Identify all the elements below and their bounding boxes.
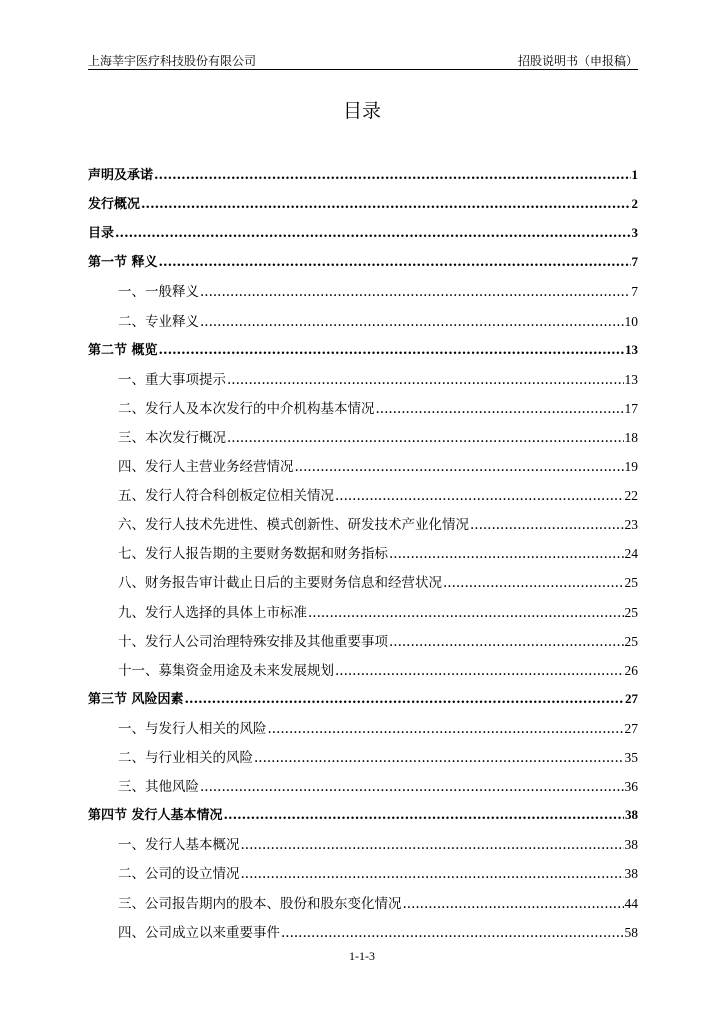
- header-document-type: 招股说明书（申报稿）: [517, 54, 638, 68]
- toc-leader-dots: [281, 925, 624, 941]
- toc-subsection-entry[interactable]: [118, 862, 638, 882]
- toc-subsection-entry[interactable]: [118, 513, 638, 533]
- header-divider: [88, 69, 638, 70]
- toc-entry-title: 七、发行人报告期的主要财务数据和财务指标: [118, 546, 388, 563]
- toc-subsection-entry[interactable]: [118, 746, 638, 766]
- toc-leader-dots: [200, 314, 624, 330]
- toc-entry-title: 目录: [88, 226, 115, 242]
- toc-subsection-entry[interactable]: [118, 310, 638, 330]
- toc-entry-title: 第四节 发行人基本情况: [88, 808, 223, 824]
- toc-entry-page-number: 23: [624, 517, 638, 533]
- toc-leader-dots: [227, 372, 624, 388]
- page-header: [88, 50, 638, 70]
- toc-leader-dots: [224, 808, 624, 823]
- toc-entry-title: 三、本次发行概况: [118, 429, 226, 446]
- toc-entry-page-number: 13: [625, 341, 638, 357]
- toc-subsection-entry[interactable]: [118, 601, 638, 621]
- toc-entry-title: 声明及承诺: [88, 168, 154, 183]
- toc-entry-page-number: 1: [631, 167, 638, 182]
- toc-leader-dots: [200, 779, 624, 795]
- toc-subsection-entry[interactable]: [118, 280, 638, 300]
- toc-entry-title: 十一、募集资金用途及未来发展规划: [118, 662, 334, 679]
- toc-subsection-entry[interactable]: [118, 659, 638, 679]
- toc-leader-dots: [254, 750, 624, 766]
- toc-leader-dots: [470, 517, 624, 533]
- toc-entry-page-number: 24: [624, 546, 638, 562]
- toc-entry-title: 二、发行人及本次发行的中介机构基本情况: [118, 400, 375, 417]
- toc-leader-dots: [241, 866, 624, 882]
- page-title: 目录: [342, 100, 381, 122]
- toc-entry-title: 六、发行人技术先进性、模式创新性、研发技术产业化情况: [118, 517, 469, 534]
- toc-leader-dots: [376, 401, 624, 417]
- toc-entry-page-number: 17: [624, 400, 638, 416]
- toc-entry-title: 三、其他风险: [118, 779, 199, 796]
- toc-entry-page-number: 44: [624, 895, 638, 911]
- toc-entry-title: 第二节 概览: [88, 342, 158, 358]
- toc-subsection-entry[interactable]: [118, 484, 638, 504]
- toc-leader-dots: [227, 430, 624, 446]
- toc-section-entry[interactable]: [88, 251, 638, 271]
- toc-leader-dots: [335, 663, 624, 679]
- toc-leader-dots: [308, 605, 624, 621]
- toc-entry-title: 二、与行业相关的风险: [118, 750, 253, 766]
- toc-entry-page-number: 35: [624, 750, 638, 765]
- toc-entry-page-number: 13: [624, 371, 638, 387]
- toc-section-entry[interactable]: [88, 339, 638, 359]
- toc-leader-dots: [185, 692, 624, 707]
- toc-subsection-entry[interactable]: [118, 775, 638, 795]
- toc-entry-page-number: 38: [624, 866, 638, 882]
- toc-leader-dots: [268, 721, 624, 737]
- toc-entry-title: 二、专业释义: [118, 313, 199, 330]
- toc-leader-dots: [159, 343, 624, 358]
- toc-entry-title: 八、财务报告审计截止日后的主要财务信息和经营状况: [118, 575, 442, 592]
- toc-leader-dots: [403, 896, 624, 912]
- toc-entry-title: 十、发行人公司治理特殊安排及其他重要事项: [118, 633, 388, 650]
- toc-entry-title: 一、一般释义: [118, 284, 199, 301]
- toc-entry-page-number: 3: [631, 225, 638, 241]
- toc-entry-page-number: 27: [625, 690, 638, 706]
- toc-subsection-entry[interactable]: [118, 571, 638, 591]
- toc-subsection-entry[interactable]: [118, 921, 638, 941]
- toc-entry-page-number: 38: [625, 807, 638, 823]
- toc-entry-page-number: 36: [624, 779, 638, 795]
- toc-entry-page-number: 25: [624, 604, 638, 620]
- toc-entry-page-number: 25: [624, 575, 638, 591]
- toc-subsection-entry[interactable]: [118, 717, 638, 737]
- toc-subsection-entry[interactable]: [118, 892, 638, 912]
- toc-leader-dots: [443, 575, 624, 591]
- toc-leader-dots: [115, 226, 630, 241]
- toc-subsection-entry[interactable]: [118, 368, 638, 388]
- toc-entry-title: 第三节 风险因素: [88, 691, 184, 707]
- toc-entry-title: 第一节 释义: [88, 255, 158, 271]
- toc-entry-page-number: 58: [624, 924, 638, 940]
- header-company-name: 上海莘宇医疗科技股份有限公司: [88, 54, 257, 68]
- toc-entry-page-number: 7: [631, 284, 638, 300]
- toc-entry-title: 二、公司的设立情况: [118, 866, 240, 883]
- toc-entry-page-number: 10: [624, 313, 638, 329]
- toc-leader-dots: [295, 459, 624, 475]
- toc-entry-page-number: 38: [624, 837, 638, 853]
- toc-leader-dots: [241, 837, 624, 853]
- toc-leader-dots: [389, 634, 624, 650]
- toc-entry-page-number: 2: [631, 196, 638, 212]
- toc-section-entry[interactable]: [88, 804, 638, 824]
- toc-entry-title: 一、重大事项提示: [118, 371, 226, 388]
- toc-section-entry[interactable]: [88, 222, 638, 242]
- toc-leader-dots: [200, 284, 630, 300]
- toc-leader-dots: [389, 546, 624, 562]
- toc-entry-title: 四、发行人主营业务经营情况: [118, 459, 294, 475]
- toc-subsection-entry[interactable]: [118, 455, 638, 475]
- toc-entry-page-number: 25: [624, 633, 638, 649]
- toc-leader-dots: [141, 197, 630, 212]
- toc-entry-title: 发行概况: [88, 197, 141, 213]
- toc-entry-title: 一、与发行人相关的风险: [118, 720, 267, 737]
- toc-leader-dots: [335, 488, 624, 504]
- toc-section-entry[interactable]: [88, 164, 638, 184]
- toc-entry-page-number: 18: [624, 429, 638, 445]
- toc-entry-page-number: 26: [624, 662, 638, 678]
- toc-leader-dots: [159, 255, 631, 270]
- toc-subsection-entry[interactable]: [118, 426, 638, 446]
- toc-subsection-entry[interactable]: [118, 542, 638, 562]
- toc-subsection-entry[interactable]: [118, 397, 638, 417]
- toc-subsection-entry[interactable]: [118, 833, 638, 853]
- toc-subsection-entry[interactable]: [118, 630, 638, 650]
- toc-entry-title: 九、发行人选择的具体上市标准: [118, 604, 307, 621]
- toc-entry-title: 三、公司报告期内的股本、股份和股东变化情况: [118, 895, 402, 912]
- page-number: 1-1-3: [349, 949, 375, 963]
- toc-entry-title: 五、发行人符合科创板定位相关情况: [118, 488, 334, 505]
- toc-entry-title: 四、公司成立以来重要事件: [118, 924, 280, 941]
- toc-entry-title: 一、发行人基本概况: [118, 837, 240, 854]
- toc-entry-page-number: 19: [624, 459, 638, 474]
- toc-entry-page-number: 7: [631, 254, 638, 270]
- toc-entry-page-number: 27: [624, 720, 638, 736]
- toc-section-entry[interactable]: [88, 688, 638, 708]
- toc-entry-page-number: 22: [624, 488, 638, 504]
- toc-leader-dots: [154, 168, 630, 183]
- toc-section-entry[interactable]: [88, 193, 638, 213]
